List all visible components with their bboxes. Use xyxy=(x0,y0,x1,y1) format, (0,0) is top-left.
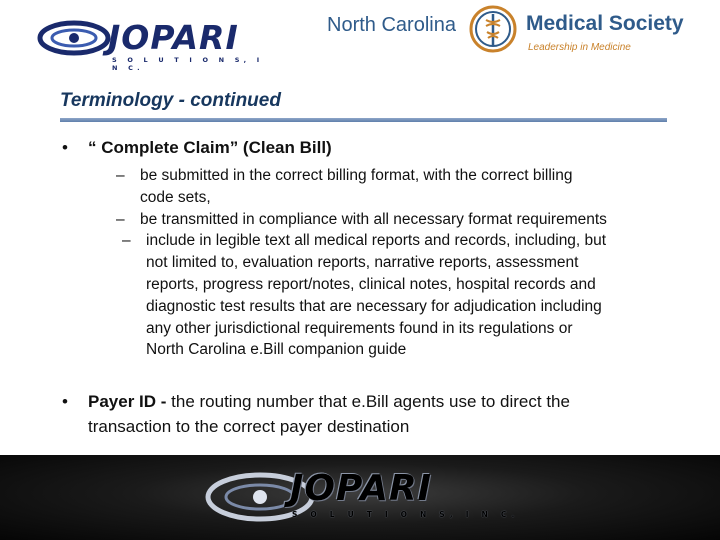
sub-bullet-list xyxy=(88,165,672,361)
slide-title: Terminology - continued xyxy=(60,90,281,111)
sub-bullet-text: North Carolina e.Bill companion guide xyxy=(146,341,407,359)
sub-bullet-text: any other jurisdictional requirements found in its regulations or xyxy=(146,319,573,337)
bullet-icon: • xyxy=(62,392,68,412)
sub-bullet-text: code sets, xyxy=(140,188,211,206)
jopari-logo xyxy=(36,12,266,72)
ncms-logo-right-text: Medical Society xyxy=(526,12,684,35)
sub-bullet-text: include in legible text all medical reports and records, including, but xyxy=(146,232,607,250)
sub-bullet-item xyxy=(88,209,672,231)
sub-bullet-text: be transmitted in compliance with all necessary format requirements xyxy=(140,210,607,228)
slide-header xyxy=(0,0,720,78)
dash-icon: – xyxy=(122,232,131,250)
sub-bullet-text: be submitted in the correct billing format, with the correct billing xyxy=(140,167,573,184)
caduceus-emblem-icon xyxy=(468,4,518,54)
ncms-logo-tagline: Leadership in Medicine xyxy=(528,42,631,53)
bullet-heading: “ Complete Claim” (Clean Bill) xyxy=(88,138,332,157)
slide-title-block xyxy=(60,90,667,122)
bullet-text: the routing number that e.Bill agents use to direct the xyxy=(171,392,570,412)
dash-icon: – xyxy=(116,167,125,184)
bullet-payer-id xyxy=(62,389,672,439)
bullet-complete-claim xyxy=(62,137,672,361)
slide-footer xyxy=(0,455,720,540)
bullet-text: transaction to the correct payer destination xyxy=(88,417,410,437)
jopari-logo-text: JOPARI xyxy=(108,18,239,57)
bullet-heading: Payer ID - xyxy=(88,392,172,412)
bullet-icon: • xyxy=(62,138,68,157)
sub-bullet-item xyxy=(88,230,672,361)
title-underline xyxy=(60,118,667,122)
dash-icon: – xyxy=(116,210,125,228)
sub-bullet-item xyxy=(88,165,672,209)
sub-bullet-text: diagnostic test results that are necessary for adjudication including xyxy=(146,297,602,315)
sub-bullet-text: reports, progress report/notes, clinical notes, hospital records and xyxy=(146,275,596,293)
footer-logo-text: JOPARI xyxy=(290,468,433,509)
ncms-logo-left-text: North Carolina xyxy=(327,14,456,36)
jopari-logo-subtext: S O L U T I O N S, I N C. xyxy=(112,56,264,72)
globe-swoosh-icon xyxy=(36,14,116,64)
slide-content xyxy=(62,137,672,439)
sub-bullet-text: not limited to, evaluation reports, narrative reports, assessment xyxy=(146,254,579,272)
footer-logo-subtext: S O L U T I O N S, I N C. xyxy=(292,510,520,519)
